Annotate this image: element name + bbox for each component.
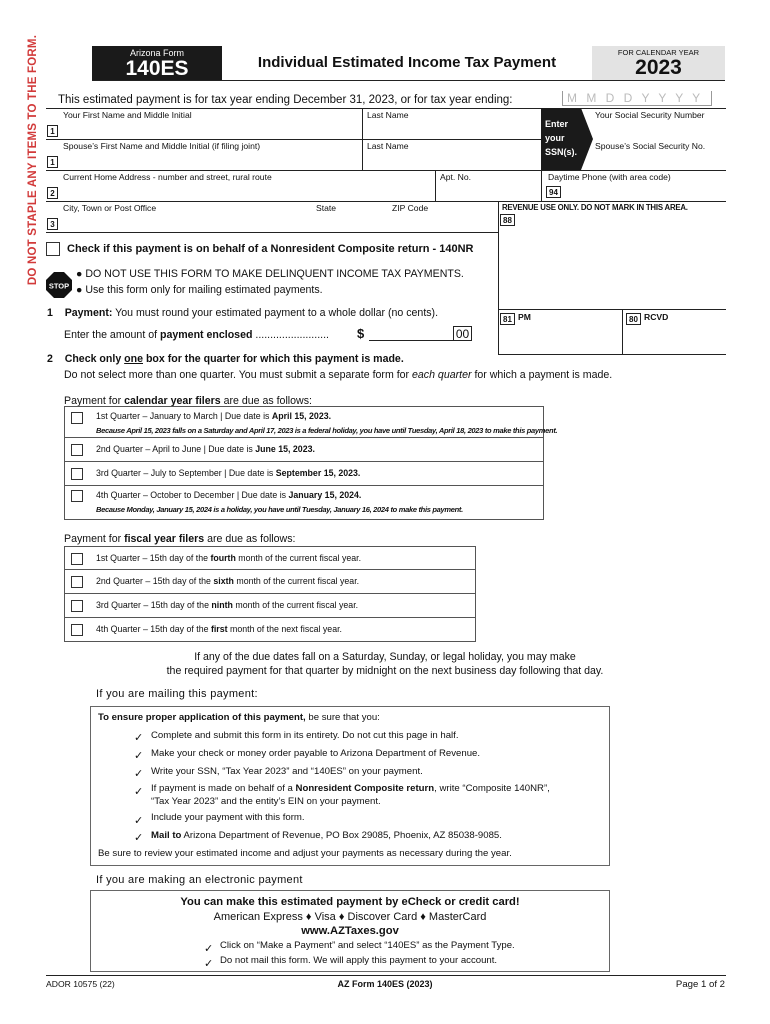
calendar-q1-checkbox[interactable] <box>71 412 83 424</box>
fiscal-intro-pre: Payment for <box>64 533 125 545</box>
year-value: 2023 <box>635 56 682 79</box>
calendar-q4-date: January 15, 2024. <box>288 490 362 500</box>
fiscal-q1-prefix: 1st Quarter – 15th day of the <box>96 553 211 563</box>
payment-cents: 00 <box>453 326 472 341</box>
holiday-note-line: If any of the due dates fall on a Saturday, Sunday, or legal holiday, you may make <box>194 651 576 663</box>
apt-label: Apt. No. <box>440 172 472 182</box>
calendar-q3-label: 3rd Quarter – July to September | Due date is <box>96 468 276 478</box>
calendar-q1-date: April 15, 2023. <box>271 411 332 421</box>
payment-text: You must round your estimated payment to a whole dollar (no cents). <box>115 307 439 319</box>
calendar-q3-text <box>96 468 360 478</box>
electronic-item: Do not mail this form. We will apply this payment to your account. <box>220 955 498 966</box>
calendar-q2-label: 2nd Quarter – April to June | Due date is <box>96 444 256 454</box>
footer-divider <box>46 975 726 976</box>
revenue-use-label: REVENUE USE ONLY. DO NOT MARK IN THIS AREA. <box>502 203 688 212</box>
calendar-intro-bold: calendar year filers <box>124 395 221 407</box>
ssn-label: Your Social Security Number <box>595 110 705 120</box>
payment-dots: ......................... <box>252 329 329 341</box>
dollar-sign: $ <box>357 326 365 341</box>
stop-sign-icon <box>46 272 72 298</box>
fiscal-q4-checkbox[interactable] <box>71 624 83 636</box>
fiscal-q2-checkbox[interactable] <box>71 576 83 588</box>
check-mark-icon: ✓ <box>134 732 144 744</box>
fiscal-q1-text <box>96 553 361 563</box>
enter-ssn-label: Enter your SSN(s). <box>545 119 578 157</box>
electronic-item: Click on “Make a Payment” and select “140ES” as the Payment Type. <box>220 940 515 951</box>
composite-bold: Nonresident Composite return <box>295 783 435 794</box>
fiscal-q2-month: sixth <box>213 576 234 586</box>
mail-to-bold: Mail to <box>151 830 182 841</box>
enter-ssn-arrow <box>541 108 593 170</box>
fiscal-intro-post: are due as follows: <box>204 533 296 545</box>
holiday-note-line: the required payment for that quarter by midnight on the next business day following that day. <box>166 665 604 677</box>
payment-enter-prefix: Enter the amount of <box>64 329 160 341</box>
zip-label: ZIP Code <box>392 203 429 213</box>
fiscal-q2-prefix: 2nd Quarter – 15th day of the <box>96 576 214 586</box>
mailing-item: Complete and submit this form in its entirety. Do not cut this page in half. <box>151 730 459 741</box>
stop-bullet: ● Use this form only for mailing estimated payments. <box>76 284 323 296</box>
check-mark-icon: ✓ <box>134 750 144 762</box>
first-name-label: Your First Name and Middle Initial <box>63 110 192 120</box>
line-number: 80 <box>626 313 641 325</box>
fiscal-q3-prefix: 3rd Quarter – 15th day of the <box>96 600 212 610</box>
payment-amount-field[interactable] <box>369 326 453 341</box>
sidebar-warning: DO NOT STAPLE ANY ITEMS TO THE FORM. <box>27 34 39 286</box>
calendar-quarter-row <box>64 486 544 520</box>
check-mark-icon: ✓ <box>134 768 144 780</box>
footer-form-name: AZ Form 140ES (2023) <box>337 979 433 989</box>
composite-post: , write “Composite 140NR”, <box>434 783 550 794</box>
mailing-item-composite <box>151 783 550 794</box>
mailing-item: Make your check or money order payable to Arizona Department of Revenue. <box>151 748 481 759</box>
quarter-heading-pre: Check only <box>64 353 125 365</box>
fiscal-q2-text <box>96 576 359 586</box>
line-number: 94 <box>546 186 561 198</box>
last-name-label: Last Name <box>367 110 409 120</box>
calendar-q3-date: September 15, 2023. <box>275 468 361 478</box>
fiscal-q3-suffix: month of the current fiscal year. <box>232 600 359 610</box>
calendar-q2-date: June 15, 2023. <box>255 444 315 454</box>
electronic-url-link[interactable]: www.AZTaxes.gov <box>301 925 399 937</box>
fiscal-intro <box>64 533 295 545</box>
calendar-quarter-row <box>64 462 544 486</box>
calendar-q4-text <box>96 490 361 500</box>
form-number-box <box>92 46 222 80</box>
stop-bullet: ● DO NOT USE THIS FORM TO MAKE DELINQUENT INCOME TAX PAYMENTS. <box>76 268 464 280</box>
address-label: Current Home Address - number and street, rural route <box>63 172 272 182</box>
fiscal-q3-text <box>96 600 358 610</box>
calendar-q4-note: Because Monday, January 15, 2024 is a holiday, you have until Tuesday, January 16, 2024 to make this payment. <box>96 505 463 514</box>
divider <box>92 80 725 81</box>
stop-bullet-text: Use this form only for mailing estimated payments. <box>85 284 323 296</box>
line-number: 81 <box>500 313 515 325</box>
footer-form-code: ADOR 10575 (22) <box>46 979 115 989</box>
calendar-q4-label: 4th Quarter – October to December | Due date is <box>96 490 289 500</box>
fiscal-q4-text <box>96 624 342 634</box>
fiscal-q2-suffix: month of the current fiscal year. <box>233 576 360 586</box>
electronic-bold: You can make this estimated payment by eCheck or credit card! <box>180 896 520 908</box>
calendar-q2-text <box>96 444 315 454</box>
electronic-cards: American Express ♦ Visa ♦ Discover Card ♦ MasterCard <box>213 911 487 923</box>
mailing-box-intro <box>98 712 380 723</box>
quarter-subtext <box>64 369 612 381</box>
payment-heading: Payment: <box>64 307 113 319</box>
mailing-address <box>151 830 502 841</box>
line-number: 2 <box>47 187 58 199</box>
nonresident-label: Check if this payment is on behalf of a Nonresident Composite return - 140NR <box>67 243 474 255</box>
fiscal-intro-bold: fiscal year filers <box>124 533 205 545</box>
fiscal-q4-suffix: month of the next fiscal year. <box>227 624 342 634</box>
rcvd-label: RCVD <box>644 312 669 322</box>
check-mark-icon: ✓ <box>204 958 214 970</box>
phone-label: Daytime Phone (with area code) <box>548 172 671 182</box>
fiscal-q4-prefix: 4th Quarter – 15th day of the <box>96 624 211 634</box>
form-title: Individual Estimated Income Tax Payment <box>257 54 557 71</box>
payment-enter-line <box>64 329 329 341</box>
stop-bullet-text: DO NOT USE THIS FORM TO MAKE DELINQUENT INCOME TAX PAYMENTS. <box>85 268 464 280</box>
mailing-item: Include your payment with this form. <box>151 812 305 823</box>
line-number: 3 <box>47 218 58 230</box>
pm-label: PM <box>518 312 531 322</box>
fiscal-quarter-row <box>64 594 476 618</box>
line-number: 1 <box>47 125 58 137</box>
mailing-box-bold: To ensure proper application of this payment, <box>98 712 306 723</box>
check-mark-icon: ✓ <box>204 943 214 955</box>
payment-enter-bold: payment enclosed <box>160 329 253 341</box>
payment-number: 1 <box>47 307 53 319</box>
quarter-sub-pre: Do not select more than one quarter. You must submit a separate form for <box>64 369 413 381</box>
fiscal-q1-suffix: month of the current fiscal year. <box>235 553 362 563</box>
footer-page-number: Page 1 of 2 <box>675 979 725 990</box>
fiscal-quarter-row <box>64 546 476 570</box>
mailing-item: Write your SSN, “Tax Year 2023” and “140ES” on your payment. <box>151 766 423 777</box>
tax-year-end-date-field[interactable]: M M D D Y Y Y Y <box>562 91 712 106</box>
calendar-q2-checkbox[interactable] <box>71 444 83 456</box>
fiscal-q3-month: ninth <box>211 600 233 610</box>
quarter-number: 2 <box>47 353 53 365</box>
form-small-label: Arizona Form <box>129 48 184 58</box>
calendar-intro-pre: Payment for <box>64 395 125 407</box>
mailing-heading: If you are mailing this payment: <box>96 688 258 700</box>
state-label: State <box>316 203 337 213</box>
quarter-sub-em: each quarter <box>412 369 472 381</box>
fiscal-q3-checkbox[interactable] <box>71 600 83 612</box>
fiscal-q1-checkbox[interactable] <box>71 553 83 565</box>
calendar-q3-checkbox[interactable] <box>71 468 83 480</box>
year-label: FOR CALENDAR YEAR <box>617 48 700 57</box>
mail-to-address: Arizona Department of Revenue, PO Box 29085, Phoenix, AZ 85038-9085. <box>181 830 502 841</box>
line-number: 1 <box>47 156 58 168</box>
calendar-q1-text <box>96 411 331 421</box>
fiscal-quarter-row <box>64 570 476 594</box>
mailing-box-rest: be sure that you: <box>305 712 380 723</box>
spouse-first-name-label: Spouse’s First Name and Middle Initial (if filing joint) <box>63 141 261 151</box>
nonresident-checkbox[interactable] <box>46 242 60 256</box>
tax-year-line: This estimated payment is for tax year ending December 31, 2023, or for tax year ending: <box>58 94 513 106</box>
fiscal-q4-month: first <box>210 624 228 634</box>
calendar-quarter-row <box>64 438 544 462</box>
quarter-heading-one: one <box>124 353 143 365</box>
form-number: 140ES <box>125 57 189 80</box>
fiscal-quarter-row <box>64 618 476 642</box>
payment-line <box>47 307 438 319</box>
check-mark-icon: ✓ <box>134 815 144 827</box>
calendar-q1-label: 1st Quarter – January to March | Due date is <box>96 411 272 421</box>
city-label: City, Town or Post Office <box>63 203 157 213</box>
year-box <box>592 46 725 80</box>
stop-sign-text: STOP <box>48 281 70 291</box>
quarter-heading-post: box for the quarter for which this payment is made. <box>143 353 404 365</box>
check-mark-icon: ✓ <box>134 786 144 798</box>
calendar-q1-note: Because April 15, 2023 falls on a Saturday and April 17, 2023 is a federal holiday, you have until Tuesday, April 18, 2023 to make this payment. <box>96 426 558 435</box>
spouse-ssn-label: Spouse’s Social Security No. <box>595 141 706 151</box>
calendar-q4-checkbox[interactable] <box>71 490 83 502</box>
line-number: 88 <box>500 214 515 226</box>
fiscal-q1-month: fourth <box>210 553 236 563</box>
calendar-intro-post: are due as follows: <box>220 395 312 407</box>
composite-pre: If payment is made on behalf of a <box>151 783 296 794</box>
quarter-heading <box>47 353 404 365</box>
calendar-quarter-row <box>64 406 558 438</box>
electronic-heading: If you are making an electronic payment <box>96 874 303 886</box>
mailing-item-composite-line2: “Tax Year 2023” and the entity’s EIN on your payment. <box>151 796 381 807</box>
quarter-sub-post: for which a payment is made. <box>471 369 613 381</box>
spouse-last-name-label: Last Name <box>367 141 409 151</box>
check-mark-icon: ✓ <box>134 832 144 844</box>
mailing-review: Be sure to review your estimated income and adjust your payments as necessary during the year. <box>98 848 512 859</box>
